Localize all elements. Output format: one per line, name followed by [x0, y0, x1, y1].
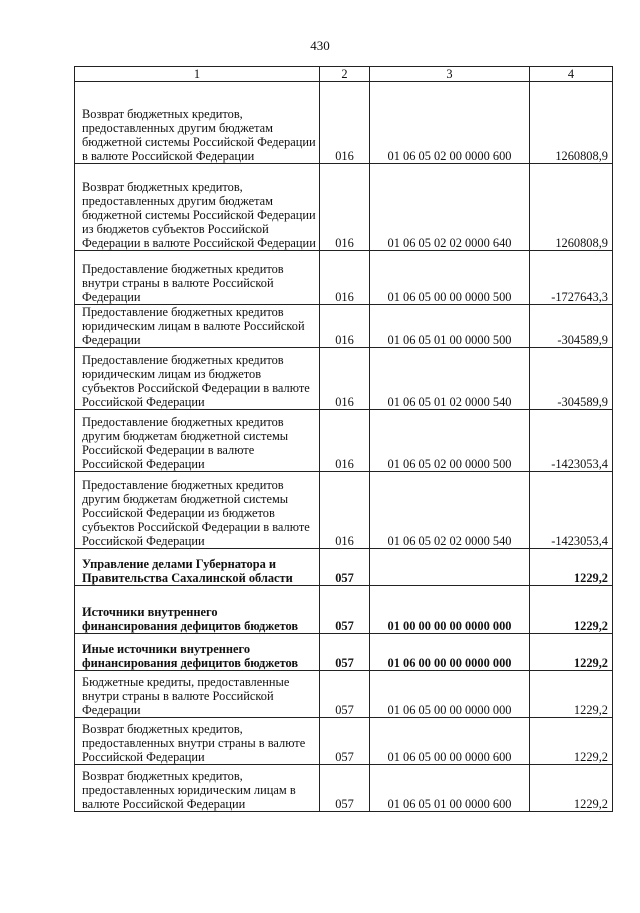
row-admin-code: 016: [320, 305, 370, 348]
row-amount: -1423053,4: [530, 472, 613, 549]
row-admin-code: 057: [320, 671, 370, 718]
row-classification-code: 01 06 05 00 00 0000 000: [370, 671, 530, 718]
table-row: [75, 671, 613, 718]
table-row: [75, 765, 613, 812]
row-admin-code: 016: [320, 82, 370, 164]
row-admin-code: 016: [320, 348, 370, 410]
table-row: [75, 586, 613, 634]
column-header-1: 1: [75, 67, 320, 82]
table-row: [75, 410, 613, 472]
row-name: Управление делами Губернатора и Правительства Сахалинской области: [75, 549, 320, 586]
row-admin-code: 016: [320, 410, 370, 472]
row-name: Бюджетные кредиты, предоставленные внутри страны в валюте Российской Федерации: [75, 671, 320, 718]
row-name: Предоставление бюджетных кредитов юридическим лицам из бюджетов субъектов Российской Федерации в валюте Российской Федерации: [75, 348, 320, 410]
row-name: Возврат бюджетных кредитов, предоставленных внутри страны в валюте Российской Федерации: [75, 718, 320, 765]
row-classification-code: 01 06 05 00 00 0000 600: [370, 718, 530, 765]
row-name: Возврат бюджетных кредитов, предоставленных юридическим лицам в валюте Российской Федерации: [75, 765, 320, 812]
row-amount: 1260808,9: [530, 164, 613, 251]
row-name: Предоставление бюджетных кредитов юридическим лицам в валюте Российской Федерации: [75, 305, 320, 348]
row-amount: 1229,2: [530, 586, 613, 634]
row-admin-code: 057: [320, 765, 370, 812]
row-amount: 1229,2: [530, 634, 613, 671]
row-name: Предоставление бюджетных кредитов другим бюджетам бюджетной системы Российской Федерации из бюджетов субъектов Российской Федерации в валюте Российской Федерации: [75, 472, 320, 549]
row-name: Возврат бюджетных кредитов, предоставленных другим бюджетам бюджетной системы Российской Федерации из бюджетов субъектов Российской Федерации в валюте Российской Федерации: [75, 164, 320, 251]
row-classification-code: 01 00 00 00 00 0000 000: [370, 586, 530, 634]
column-header-4: 4: [530, 67, 613, 82]
table-row: [75, 634, 613, 671]
row-classification-code: 01 06 05 01 00 0000 600: [370, 765, 530, 812]
table-row: [75, 549, 613, 586]
row-amount: -304589,9: [530, 348, 613, 410]
row-amount: 1260808,9: [530, 82, 613, 164]
row-classification-code: 01 06 05 02 00 0000 500: [370, 410, 530, 472]
row-amount: 1229,2: [530, 765, 613, 812]
row-name: Предоставление бюджетных кредитов другим бюджетам бюджетной системы Российской Федерации в валюте Российской Федерации: [75, 410, 320, 472]
table-row: [75, 251, 613, 305]
row-amount: 1229,2: [530, 718, 613, 765]
row-classification-code: 01 06 05 01 00 0000 500: [370, 305, 530, 348]
row-admin-code: 057: [320, 586, 370, 634]
row-admin-code: 016: [320, 251, 370, 305]
table-row: [75, 82, 613, 164]
page-number: 430: [310, 38, 330, 53]
column-header-2: 2: [320, 67, 370, 82]
row-amount: -1423053,4: [530, 410, 613, 472]
row-amount: 1229,2: [530, 671, 613, 718]
row-admin-code: 057: [320, 634, 370, 671]
row-classification-code: 01 06 00 00 00 0000 000: [370, 634, 530, 671]
table-row: [75, 305, 613, 348]
row-amount: -304589,9: [530, 305, 613, 348]
table-row: [75, 718, 613, 765]
row-name: Источники внутреннего финансирования дефицитов бюджетов: [75, 586, 320, 634]
row-name: Предоставление бюджетных кредитов внутри страны в валюте Российской Федерации: [75, 251, 320, 305]
column-header-3: 3: [370, 67, 530, 82]
row-admin-code: 057: [320, 549, 370, 586]
row-classification-code: 01 06 05 02 00 0000 600: [370, 82, 530, 164]
row-admin-code: 016: [320, 472, 370, 549]
budget-sources-table: [74, 66, 613, 812]
row-classification-code: 01 06 05 02 02 0000 540: [370, 472, 530, 549]
table-row: [75, 164, 613, 251]
table-row: [75, 472, 613, 549]
table-header-row: [75, 67, 613, 82]
row-classification-code: 01 06 05 00 00 0000 500: [370, 251, 530, 305]
row-classification-code: 01 06 05 01 02 0000 540: [370, 348, 530, 410]
row-admin-code: 057: [320, 718, 370, 765]
row-amount: 1229,2: [530, 549, 613, 586]
row-classification-code: 01 06 05 02 02 0000 640: [370, 164, 530, 251]
row-amount: -1727643,3: [530, 251, 613, 305]
table-row: [75, 348, 613, 410]
row-name: Возврат бюджетных кредитов, предоставленных другим бюджетам бюджетной системы Российской Федерации в валюте Российской Федерации: [75, 82, 320, 164]
row-admin-code: 016: [320, 164, 370, 251]
row-name: Иные источники внутреннего финансирования дефицитов бюджетов: [75, 634, 320, 671]
row-classification-code: [370, 549, 530, 586]
